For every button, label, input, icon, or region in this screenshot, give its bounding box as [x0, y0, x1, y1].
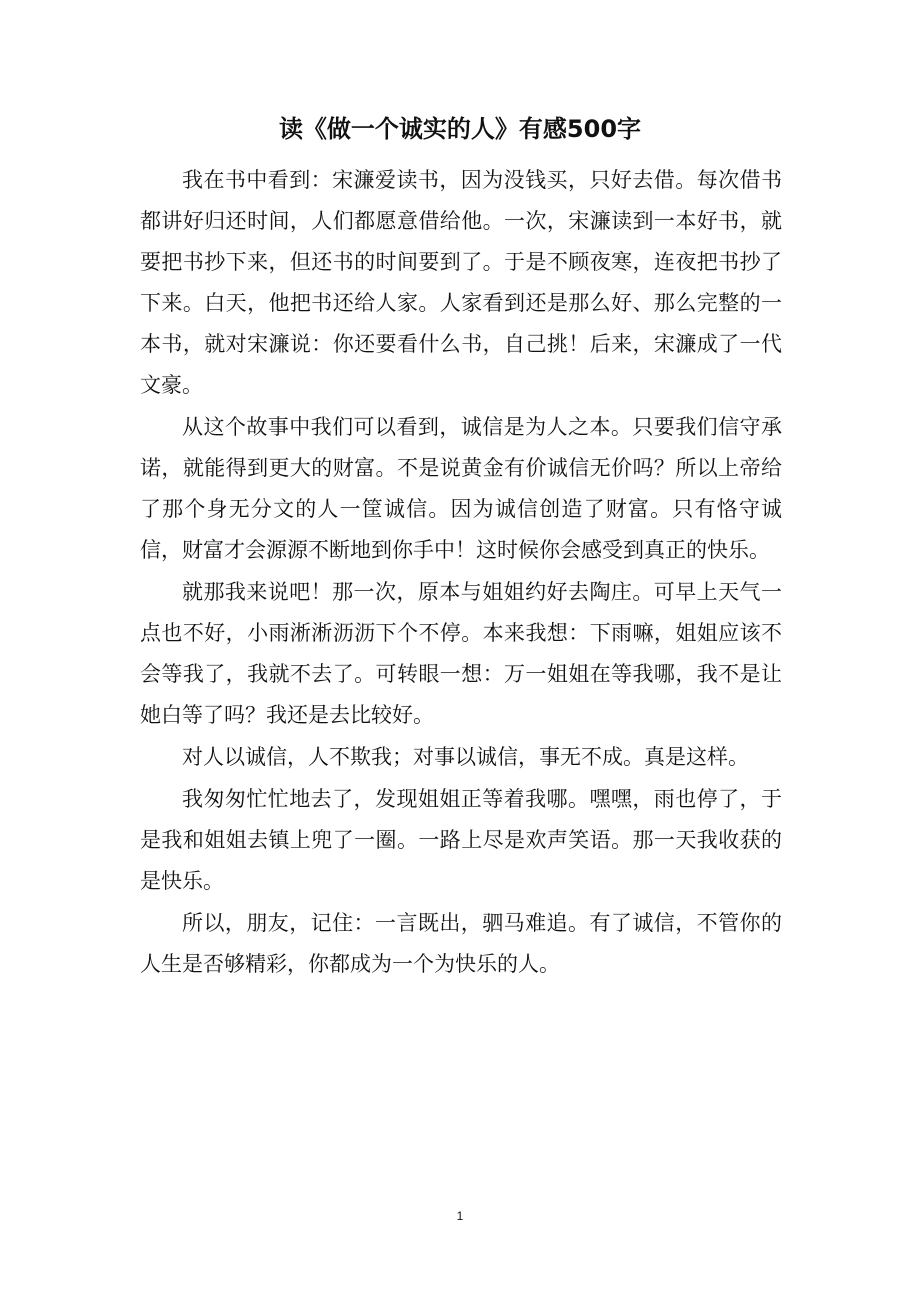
paragraph-1: 我在书中看到：宋濂爱读书，因为没钱买，只好去借。每次借书都讲好归还时间，人们都愿意借给他。一次，宋濂读到一本好书，就要把书抄下来，但还书的时间要到了。于是不顾夜寒，连夜把书抄了下来。白天，他把书还给人家。人家看到还是那么好、那么完整的一本书，就对宋濂说：你还要看什么书，自己挑！后来，宋濂成了一代文豪。	[140, 168, 782, 397]
page-number: 1	[456, 1209, 464, 1223]
paragraph-5: 我匆匆忙忙地去了，发现姐姐正等着我哪。嘿嘿，雨也停了，于是我和姐姐去镇上兜了一圈。一路上尽是欢声笑语。那一天我收获的是快乐。	[140, 787, 782, 893]
paragraph-2: 从这个故事中我们可以看到，诚信是为人之本。只要我们信守承诺，就能得到更大的财富。不是说黄金有价诚信无价吗？所以上帝给了那个身无分文的人一筐诚信。因为诚信创造了财富。只有恪守诚信，财富才会源源不断地到你手中！这时候你会感受到真正的快乐。	[140, 415, 782, 562]
document-title: 读《做一个诚实的人》有感500字	[278, 115, 642, 143]
document-body	[140, 160, 782, 986]
paragraph-4: 对人以诚信，人不欺我；对事以诚信，事无不成。真是这样。	[182, 745, 749, 769]
paragraph-3: 就那我来说吧！那一次，原本与姐姐约好去陶庄。可早上天气一点也不好，小雨淅淅沥沥下个不停。本来我想：下雨嘛，姐姐应该不会等我了，我就不去了。可转眼一想：万一姐姐在等我哪，我不是让她白等了吗？我还是去比较好。	[140, 580, 782, 727]
paragraph-6: 所以，朋友，记住：一言既出，驷马难追。有了诚信，不管你的人生是否够精彩，你都成为一个为快乐的人。	[140, 911, 782, 976]
